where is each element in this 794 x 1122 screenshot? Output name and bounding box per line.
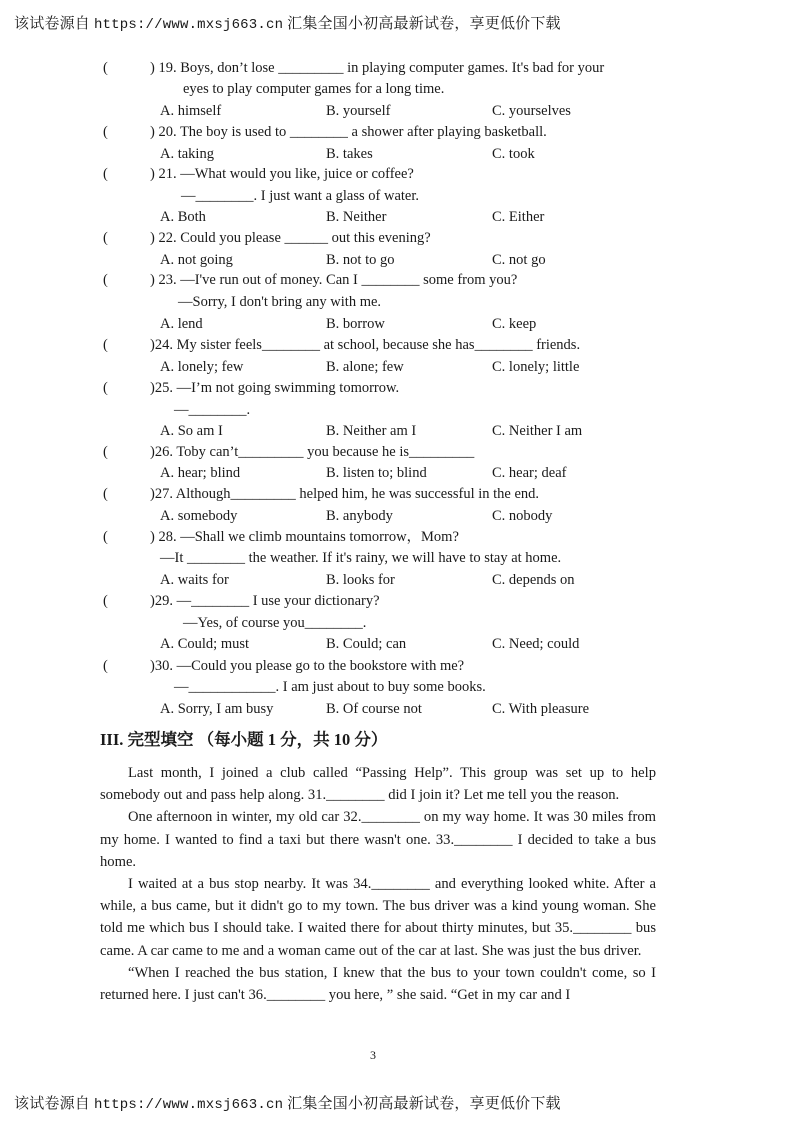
question-item xyxy=(0,163,794,185)
answer-bracket: ( xyxy=(103,529,108,545)
question-line xyxy=(0,612,794,634)
question-item xyxy=(0,526,794,548)
option-row xyxy=(0,420,794,442)
question-item xyxy=(0,121,794,143)
question-item xyxy=(0,57,794,79)
answer-option: A. hear; blind xyxy=(160,465,241,481)
question-line xyxy=(0,78,794,100)
answer-bracket: ( xyxy=(103,444,108,460)
question-line xyxy=(0,185,794,207)
answer-option: A. somebody xyxy=(160,508,238,524)
question-item xyxy=(0,334,794,356)
option-row xyxy=(0,505,794,527)
answer-bracket: ( xyxy=(103,230,108,246)
answer-option: C. nobody xyxy=(492,508,553,524)
source-footer xyxy=(14,1092,561,1113)
answer-option: A. So am I xyxy=(160,423,223,439)
question-item xyxy=(0,441,794,463)
question-stem: )26. Toby can’t_________ you because he is_________ xyxy=(150,444,475,460)
answer-option: B. looks for xyxy=(326,572,395,588)
answer-option: B. anybody xyxy=(326,508,393,524)
source-header-url[interactable]: https://www.mxsj663.cn xyxy=(93,17,284,33)
question-stem: ) 20. The boy is used to ________ a shower after playing basketball. xyxy=(150,124,547,140)
question-continuation: —____________. I am just about to buy some books. xyxy=(174,679,486,695)
answer-option: A. Could; must xyxy=(160,636,250,652)
option-row xyxy=(0,698,794,720)
answer-bracket: ( xyxy=(103,272,108,288)
answer-bracket: ( xyxy=(103,337,108,353)
answer-option: A. lend xyxy=(160,316,203,332)
question-item xyxy=(0,377,794,399)
answer-option: B. alone; few xyxy=(326,359,404,375)
source-header xyxy=(14,12,561,33)
answer-bracket: ( xyxy=(103,380,108,396)
question-continuation: —Sorry, I don't bring any with me. xyxy=(178,294,382,310)
option-row xyxy=(0,356,794,378)
question-stem: )29. —________ I use your dictionary? xyxy=(150,593,380,609)
question-item xyxy=(0,655,794,677)
option-row xyxy=(0,633,794,655)
question-stem: ) 28. —Shall we climb mountains tomorrow，Mom? xyxy=(150,529,459,545)
section-heading: III. 完型填空 （每小题 1 分，共 10 分） xyxy=(100,730,388,749)
question-item xyxy=(0,269,794,291)
question-continuation: eyes to play computer games for a long time. xyxy=(183,81,445,97)
passage-paragraph: Last month, I joined a club called “Passing Help”. This group was set up to help somebody out and pass help along. 31.________ did I join it? Let me tell you the reason. xyxy=(100,765,656,804)
question-continuation: —Yes, of course you________. xyxy=(183,615,367,631)
source-header-prefix: 该试卷源自 xyxy=(14,16,94,32)
answer-option: C. not go xyxy=(492,252,546,268)
question-continuation: —________. I just want a glass of water. xyxy=(181,188,420,204)
question-line xyxy=(0,399,794,421)
option-row xyxy=(0,206,794,228)
question-line xyxy=(0,291,794,313)
answer-option: B. borrow xyxy=(326,316,385,332)
answer-bracket: ( xyxy=(103,124,108,140)
passage-paragraph: One afternoon in winter, my old car 32.________ on my way home. It was 30 miles from my home. I wanted to find a taxi but there wasn't one. 33.________ I decided to take a bus home. xyxy=(100,809,656,870)
answer-option: A. waits for xyxy=(160,572,229,588)
question-stem: ) 23. —I've run out of money. Can I ________ some from you? xyxy=(150,272,518,288)
answer-option: A. Both xyxy=(160,209,206,225)
question-stem: )24. My sister feels________ at school, because she has________ friends. xyxy=(150,337,581,353)
option-row xyxy=(0,462,794,484)
source-header-suffix: 汇集全国小初高最新试卷，享更低价下载 xyxy=(283,16,561,32)
passage-paragraph: I waited at a bus stop nearby. It was 34.________ and everything looked white. After a while, a bus came, but it didn't go to my town. The bus driver was a kind young woman. She told me which bus I should take. I waited there for about thirty minutes, but 35.________ bus came. A car came to me and a woman came out of the car at last. She was just the bus driver. xyxy=(100,876,656,959)
answer-option: B. Neither am I xyxy=(326,423,417,439)
question-line xyxy=(0,547,794,569)
answer-option: C. depends on xyxy=(492,572,575,588)
question-item xyxy=(0,227,794,249)
question-item xyxy=(0,590,794,612)
answer-option: B. listen to; blind xyxy=(326,465,427,481)
question-item xyxy=(0,483,794,505)
option-row xyxy=(0,313,794,335)
option-row xyxy=(0,100,794,122)
answer-bracket: ( xyxy=(103,486,108,502)
source-footer-url[interactable]: https://www.mxsj663.cn xyxy=(93,1097,284,1113)
question-stem: )25. —I’m not going swimming tomorrow. xyxy=(150,380,400,396)
question-continuation: —It ________ the weather. If it's rainy, we will have to stay at home. xyxy=(160,550,562,566)
option-row xyxy=(0,569,794,591)
answer-option: B. Neither xyxy=(326,209,387,225)
answer-option: A. taking xyxy=(160,146,214,162)
answer-option: C. With pleasure xyxy=(492,701,590,717)
answer-option: C. Either xyxy=(492,209,545,225)
answer-bracket: ( xyxy=(103,60,108,76)
answer-option: C. took xyxy=(492,146,535,162)
answer-bracket: ( xyxy=(103,593,108,609)
question-stem: ) 22. Could you please ______ out this evening? xyxy=(150,230,431,246)
question-stem: )30. —Could you please go to the bookstore with me? xyxy=(150,658,465,674)
answer-option: C. Neither I am xyxy=(492,423,583,439)
source-footer-suffix: 汇集全国小初高最新试卷，享更低价下载 xyxy=(283,1096,561,1112)
question-stem: )27. Although_________ helped him, he was successful in the end. xyxy=(150,486,540,502)
answer-option: B. yourself xyxy=(326,103,391,119)
question-stem: ) 19. Boys, don’t lose _________ in playing computer games. It's bad for your xyxy=(150,60,605,76)
answer-option: C. Need; could xyxy=(492,636,580,652)
answer-option: A. Sorry, I am busy xyxy=(160,701,274,717)
answer-option: A. lonely; few xyxy=(160,359,244,375)
answer-bracket: ( xyxy=(103,166,108,182)
question-line xyxy=(0,676,794,698)
question-continuation: —________. xyxy=(174,402,251,418)
option-row xyxy=(0,143,794,165)
question-stem: ) 21. —What would you like, juice or coffee? xyxy=(150,166,414,182)
answer-bracket: ( xyxy=(103,658,108,674)
answer-option: B. takes xyxy=(326,146,373,162)
answer-option: C. keep xyxy=(492,316,537,332)
answer-option: C. hear; deaf xyxy=(492,465,567,481)
page-number: 3 xyxy=(370,1048,376,1062)
answer-option: A. himself xyxy=(160,103,222,119)
source-footer-prefix: 该试卷源自 xyxy=(14,1096,94,1112)
cloze-passage xyxy=(100,762,656,1006)
answer-option: B. not to go xyxy=(326,252,395,268)
passage-paragraph: “When I reached the bus station, I knew that the bus to your town couldn't come, so I returned here. I just can't 36.________ you here, ” she said. “Get in my car and I xyxy=(100,964,656,1004)
answer-option: B. Could; can xyxy=(326,636,407,652)
answer-option: C. lonely; little xyxy=(492,359,580,375)
answer-option: A. not going xyxy=(160,252,233,268)
answer-option: B. Of course not xyxy=(326,701,422,717)
option-row xyxy=(0,249,794,271)
answer-option: C. yourselves xyxy=(492,103,571,119)
